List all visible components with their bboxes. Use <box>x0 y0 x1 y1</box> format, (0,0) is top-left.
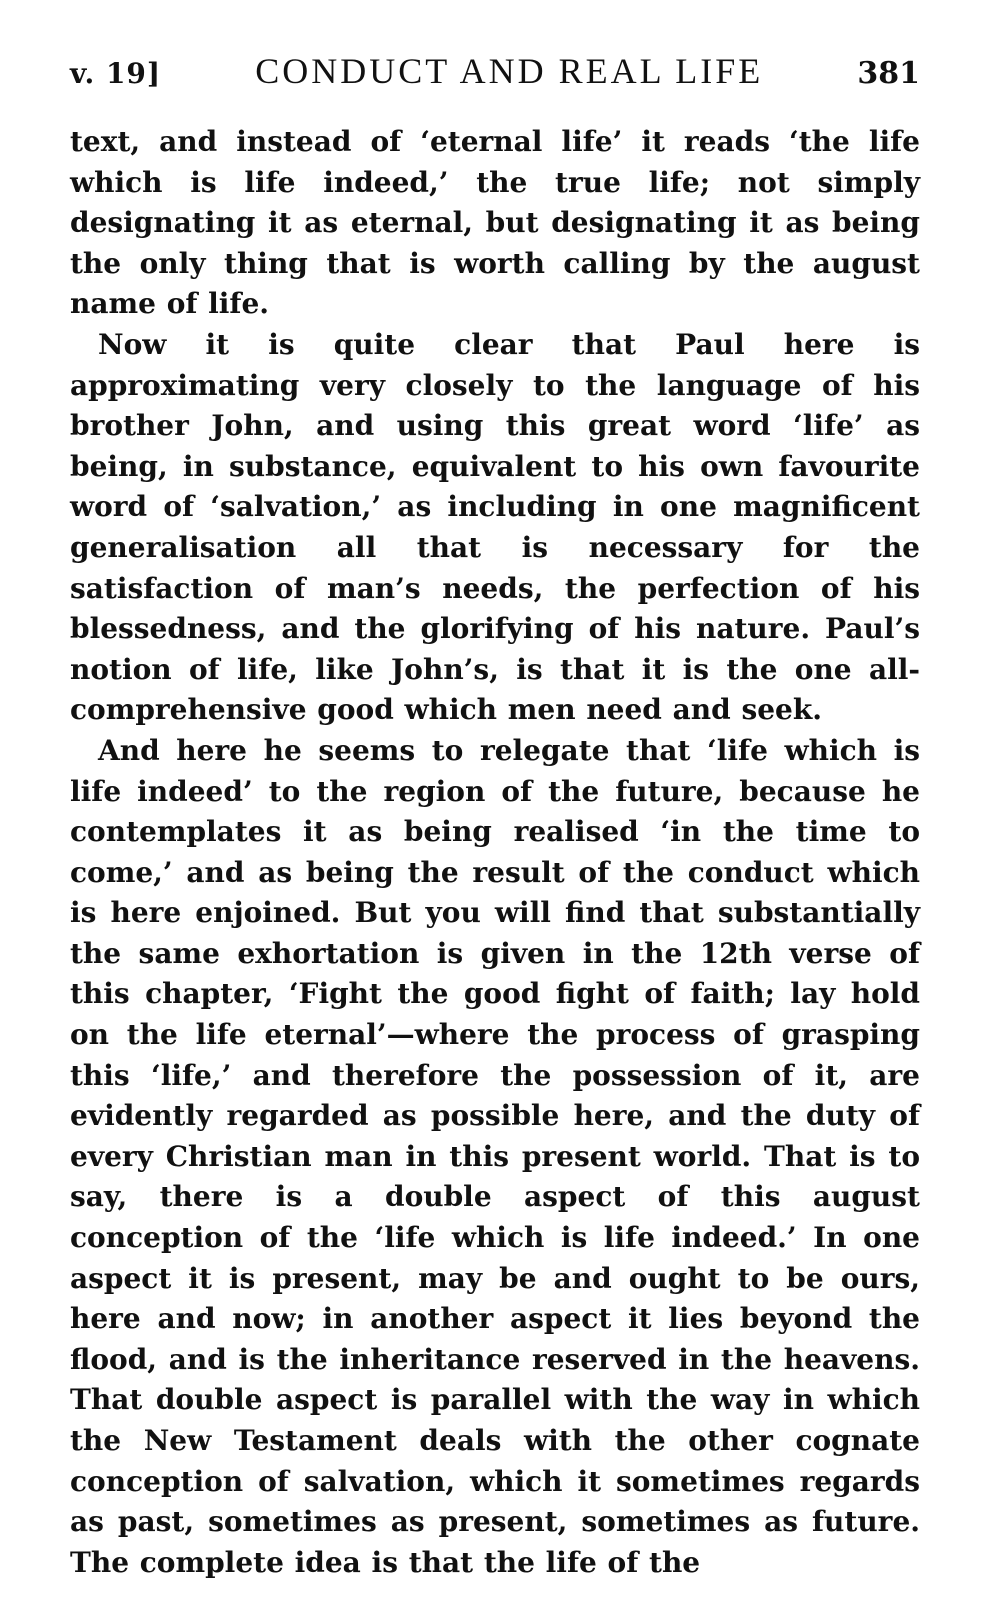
page-number: 381 <box>857 56 920 91</box>
paragraph-paul-and-john: Now it is quite clear that Paul here is approximating very closely to the language of his brother John, and using this great word ‘life’ as being, in substance, equivalent to his own favourite word of ‘salvation,’ as including in one magnificent generalisation all that is necessary for the satisfaction of man’s needs, the perfection of his blessedness, and the glorifying of his nature. Paul’s notion of life, like John’s, is that it is the one all-comprehensive good which men need and seek. <box>70 327 920 727</box>
running-header <box>70 50 920 122</box>
verse-reference: v. 19] <box>70 57 162 90</box>
paragraph-double-aspect: And here he seems to relegate that ‘life which is life indeed’ to the region of the future, because he contemplates it as being realised ‘in the time to come,’ and as being the result of the conduct which is here enjoined. But you will find that substantially the same exhortation is given in the 12th verse of this chapter, ‘Fight the good fight of faith; lay hold on the life eternal’—where the process of grasping this ‘life,’ and therefore the possession of it, are evidently regarded as possible here, and the duty of every Christian man in this present world. That is to say, there is a double aspect of this august conception of the ‘life which is life indeed.’ In one aspect it is present, may be and ought to be ours, here and now; in another aspect it lies beyond the flood, and is the inheritance reserved in the heavens. That double aspect is parallel with the way in which the New Testament deals with the other cognate conception of salvation, which it sometimes regards as past, sometimes as present, sometimes as future. The complete idea is that the life of the <box>70 733 920 1579</box>
running-title: CONDUCT AND REAL LIFE <box>255 51 764 91</box>
paragraph-continuation: text, and instead of ‘eternal life’ it reads ‘the life which is life indeed,’ the true life; not simply designating it as eternal, but designating it as being the only thing that is worth calling by the august name of life. <box>70 125 920 321</box>
book-page <box>70 50 920 1583</box>
